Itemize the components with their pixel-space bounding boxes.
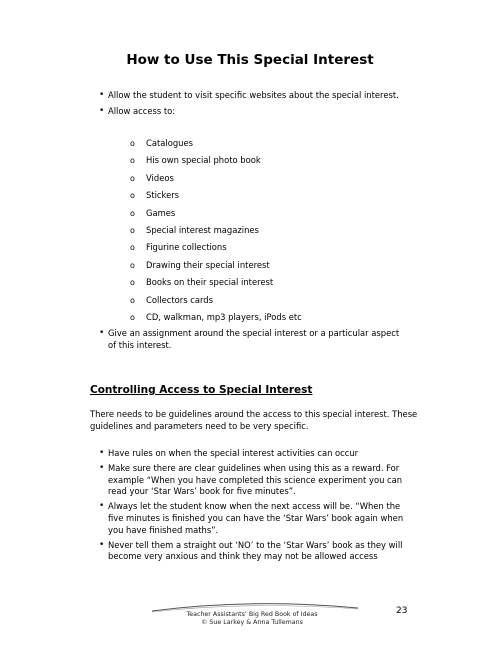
sublist-item: o Special interest magazines: [130, 222, 302, 239]
bullet-item: • Give an assignment around the special interest or a particular aspect of this interest.: [100, 328, 400, 352]
assignment-bullet-list: [100, 328, 400, 352]
bullet-item: • Allow the student to visit specific websites about the special interest.: [100, 90, 400, 102]
sublist-item: o Collectors cards: [130, 292, 302, 309]
sublist-item: o Drawing their special interest: [130, 257, 302, 274]
bottom-bullet-list: [100, 448, 418, 563]
sublist-item: o Books on their special interest: [130, 274, 302, 291]
footer-line-1: Teacher Assistants’ Big Red Book of Ideas: [186, 611, 318, 618]
bullet-item: • Allow access to:: [100, 106, 400, 118]
sublist-item: o Stickers: [130, 187, 302, 204]
page-number: 23: [396, 606, 408, 616]
sublist-item: o Figurine collections: [130, 239, 302, 256]
sublist-item: o CD, walkman, mp3 players, iPods etc: [130, 309, 302, 326]
bullet-item: • Have rules on when the special interest activities can occur: [100, 448, 418, 460]
page-title: How to Use This Special Interest: [126, 52, 374, 68]
sublist-item: o Catalogues: [130, 135, 302, 152]
access-sublist: [130, 135, 302, 326]
sublist-item: o Games: [130, 205, 302, 222]
bullet-item: • Never tell them a straight out ‘NO’ to the ‘Star Wars’ book as they will become very anxious and think they may not be allowed access: [100, 540, 418, 564]
section-heading: Controlling Access to Special Interest: [90, 384, 313, 396]
footer-line-2: © Sue Larkey & Anna Tullemans: [201, 619, 303, 626]
top-bullet-list: [100, 90, 400, 118]
footer: [152, 611, 352, 627]
sublist-item: o Videos: [130, 170, 302, 187]
body-paragraph: There needs to be guidelines around the access to this special interest. These guidelines and parameters need to be very specific.: [90, 409, 418, 431]
bullet-item: • Always let the student know when the next access will be. “When the five minutes is finished you can have the ‘Star Wars’ book again when you have finished maths”.: [100, 501, 418, 536]
bullet-item: • Make sure there are clear guidelines when using this as a reward. For example “When you have completed this science experiment you can read your ‘Star Wars’ book for five minutes”.: [100, 463, 418, 498]
sublist-item: o His own special photo book: [130, 152, 302, 169]
